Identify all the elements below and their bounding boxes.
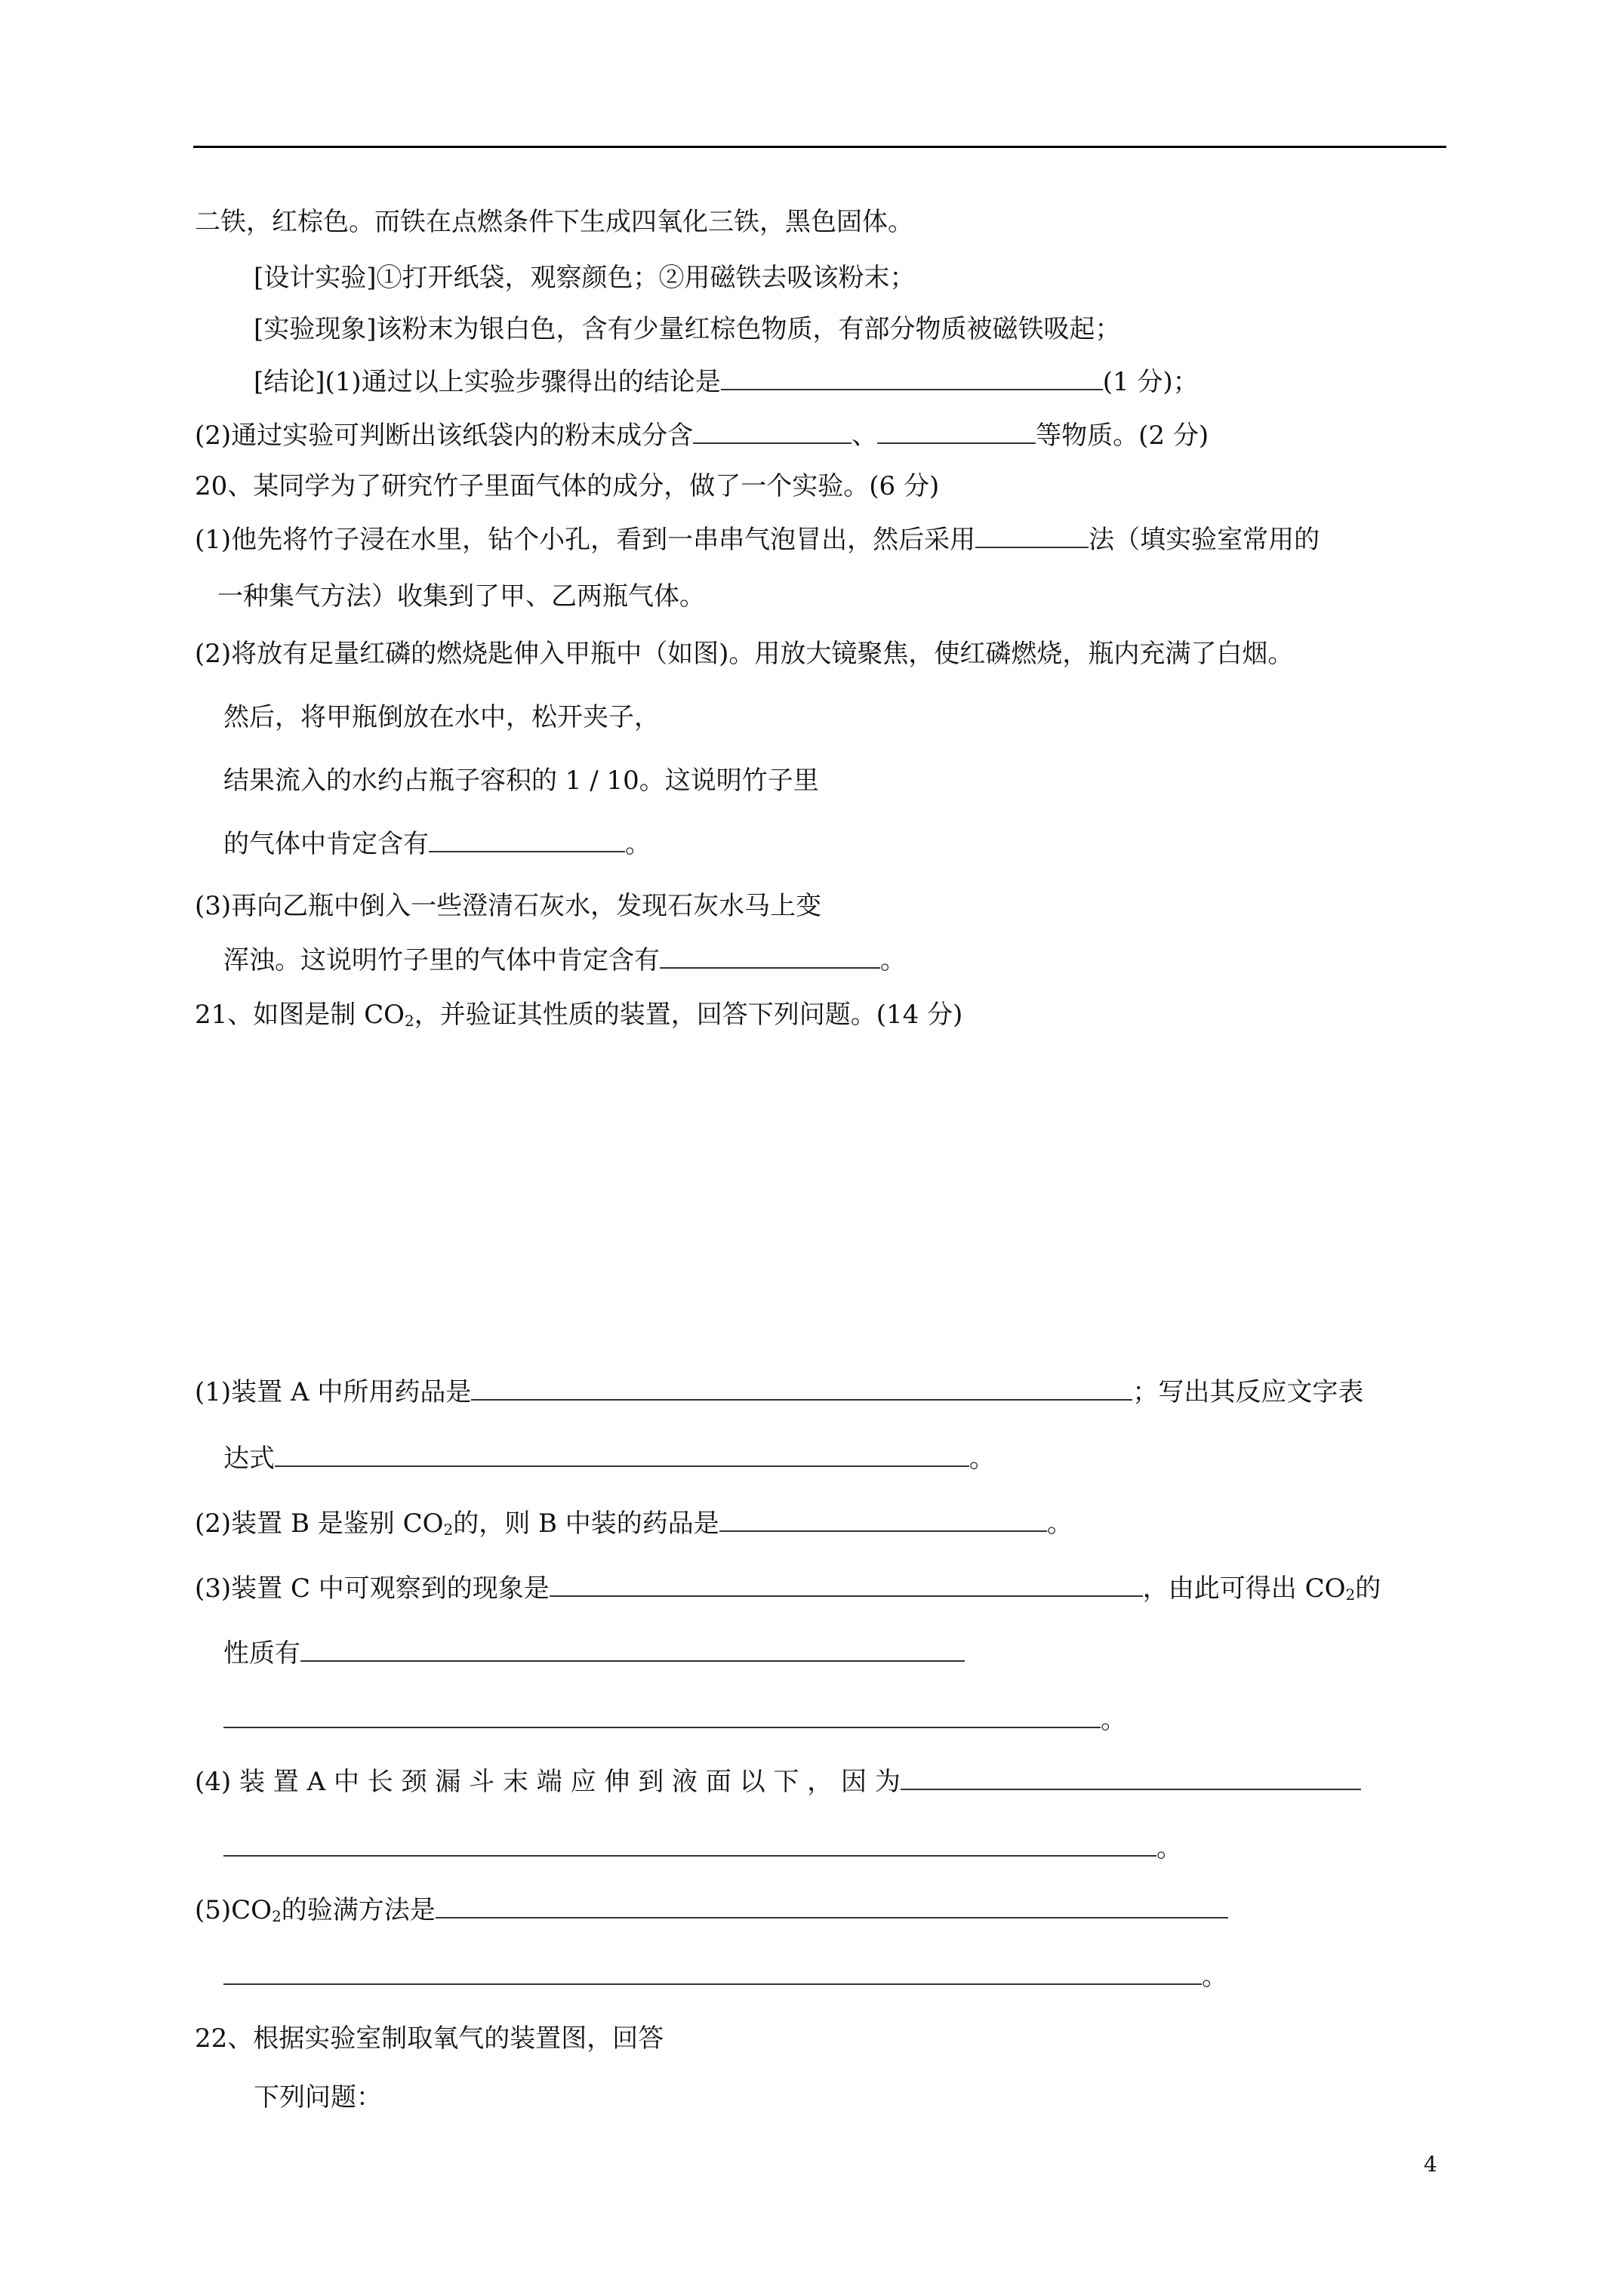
text-line: 。: [223, 1960, 1227, 1993]
question-20: 20、某同学为了研究竹子里面气体的成分，做了一个实验。(6 分): [195, 471, 940, 501]
answer-blank[interactable]: [901, 1766, 1361, 1790]
answer-blank[interactable]: [223, 1704, 1101, 1728]
answer-blank[interactable]: [550, 1573, 1143, 1597]
text-line: 一种集气方法）收集到了甲、乙两瓶气体。: [217, 581, 705, 612]
text-line: (4) 装 置 A 中 长 颈 漏 斗 末 端 应 伸 到 液 面 以 下 ， 因 为: [195, 1765, 1361, 1798]
text-line: 。: [223, 1832, 1182, 1865]
question-21: 21、如图是制 $CO_2$，并验证其性质的装置，回答下列问题。(14 分): [195, 1000, 963, 1030]
answer-blank[interactable]: [223, 1832, 1156, 1857]
answer-blank[interactable]: [436, 1894, 1228, 1918]
text-line: 然后，将甲瓶倒放在水中，松开夹子，: [223, 702, 660, 732]
text-line: (3)装置 C 中可观察到的现象是 ，由此可得出 $CO_2$的: [195, 1573, 1381, 1604]
page-number: 4: [1424, 2152, 1437, 2177]
answer-blank[interactable]: [721, 366, 1103, 390]
text-line: (2)装置 B 是鉴别 $CO_2$的，则 B 中装的药品是 。: [195, 1509, 1073, 1539]
text-line: [结论](1)通过以上实验步骤得出的结论是 (1 分)；: [254, 367, 1199, 397]
text-line: 结果流入的水约占瓶子容积的 1 / 10。这说明竹子里: [223, 766, 819, 796]
answer-blank[interactable]: [719, 1508, 1047, 1532]
text-line: (3)再向乙瓶中倒入一些澄清石灰水，发现石灰水马上变: [195, 891, 822, 921]
question-22: 22、根据实验室制取氧气的装置图，回答: [195, 2023, 664, 2054]
answer-blank[interactable]: [275, 1443, 969, 1467]
answer-blank[interactable]: [877, 420, 1036, 444]
answer-blank[interactable]: [660, 945, 880, 969]
answer-blank[interactable]: [223, 1961, 1202, 1985]
answer-blank[interactable]: [975, 524, 1089, 548]
text-line: 的气体中肯定含有 。: [223, 829, 651, 859]
text-line: [设计实验]①打开纸袋，观察颜色；②用磁铁去吸该粉末；: [254, 263, 916, 293]
answer-blank[interactable]: [471, 1376, 1132, 1401]
answer-blank[interactable]: [429, 828, 625, 852]
text-line: (2)将放有足量红磷的燃烧匙伸入甲瓶中（如图)。用放大镜聚焦，使红磷燃烧，瓶内充满了白烟。: [195, 639, 1294, 669]
text-line: 性质有: [223, 1637, 965, 1670]
answer-blank[interactable]: [693, 420, 852, 444]
text-line: 。: [223, 1703, 1126, 1737]
text-line: [实验现象]该粉末为银白色，含有少量红棕色物质，有部分物质被磁铁吸起；: [254, 314, 1121, 344]
text-line: 下列问题：: [254, 2082, 382, 2113]
text-line: 浑浊。这说明竹子里的气体中肯定含有 。: [223, 945, 906, 975]
answer-blank[interactable]: [300, 1638, 965, 1662]
text-line: 二铁，红棕色。而铁在点燃条件下生成四氧化三铁，黑色固体。: [195, 207, 913, 237]
header-rule: [193, 146, 1446, 148]
text-line: $(5)CO_2$的验满方法是: [195, 1894, 1228, 1933]
text-line: (1)他先将竹子浸在水里，钻个小孔，看到一串串气泡冒出，然后采用 法（填实验室常用的: [195, 525, 1320, 555]
text-line: (1)装置 A 中所用药品是 ；写出其反应文字表: [195, 1377, 1364, 1407]
text-line: 达式 。: [223, 1444, 995, 1474]
text-line: (2)通过实验可判断出该纸袋内的粉末成分含 、 等物质。(2 分): [195, 421, 1209, 451]
